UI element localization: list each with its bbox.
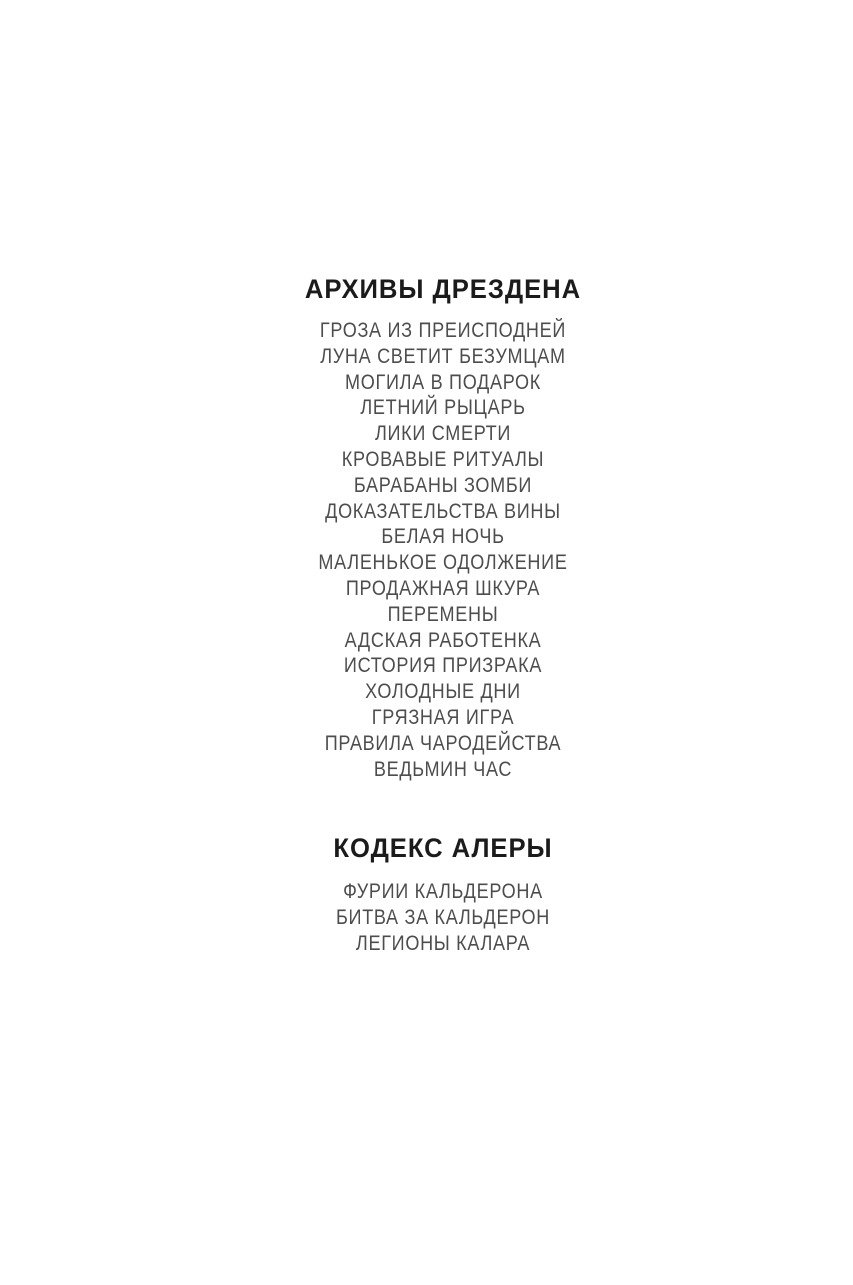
book-title: ФУРИИ КАЛЬДЕРОНА bbox=[343, 880, 543, 903]
book-title: БАРАБАНЫ ЗОМБИ bbox=[353, 473, 533, 497]
book-title: ХОЛОДНЫЕ ДНИ bbox=[365, 680, 521, 704]
book-title: ПРАВИЛА ЧАРОДЕЙСТВА bbox=[324, 731, 562, 755]
book-title: БЕЛАЯ НОЧЬ bbox=[381, 525, 505, 549]
series-title-dresden-files: АРХИВЫ ДРЕЗДЕНА bbox=[304, 274, 582, 304]
book-title: АДСКАЯ РАБОТЕНКА bbox=[344, 628, 542, 652]
book-title: ЛИКИ СМЕРТИ bbox=[374, 422, 512, 446]
book-list-codex-alera bbox=[185, 879, 701, 956]
book-title: ДОКАЗАТЕЛЬСТВА ВИНЫ bbox=[325, 499, 561, 523]
book-title: КРОВАВЫЕ РИТУАЛЫ bbox=[341, 447, 545, 471]
book-title: БИТВА ЗА КАЛЬДЕРОН bbox=[335, 905, 551, 929]
book-title: ЛЕГИОНЫ КАЛАРА bbox=[355, 931, 531, 955]
book-list-dresden-files bbox=[185, 318, 701, 782]
book-title: ПРОДАЖНАЯ ШКУРА bbox=[345, 576, 541, 600]
book-title: ГРЯЗНАЯ ИГРА bbox=[371, 705, 515, 729]
book-title: МОГИЛА В ПОДАРОК bbox=[345, 370, 541, 394]
book-title: ЛЕТНИЙ РЫЦАРЬ bbox=[360, 396, 526, 420]
series-title-codex-alera: КОДЕКС АЛЕРЫ bbox=[333, 833, 553, 863]
book-title: ИСТОРИЯ ПРИЗРАКА bbox=[343, 654, 543, 678]
book-title: ВЕДЬМИН ЧАС bbox=[373, 757, 513, 781]
book-title: ПЕРЕМЕНЫ bbox=[387, 602, 499, 626]
book-title: ЛУНА СВЕТИТ БЕЗУМЦАМ bbox=[320, 344, 566, 368]
book-title: ГРОЗА ИЗ ПРЕИСПОДНЕЙ bbox=[319, 319, 567, 342]
book-title: МАЛЕНЬКОЕ ОДОЛЖЕНИЕ bbox=[318, 551, 568, 575]
